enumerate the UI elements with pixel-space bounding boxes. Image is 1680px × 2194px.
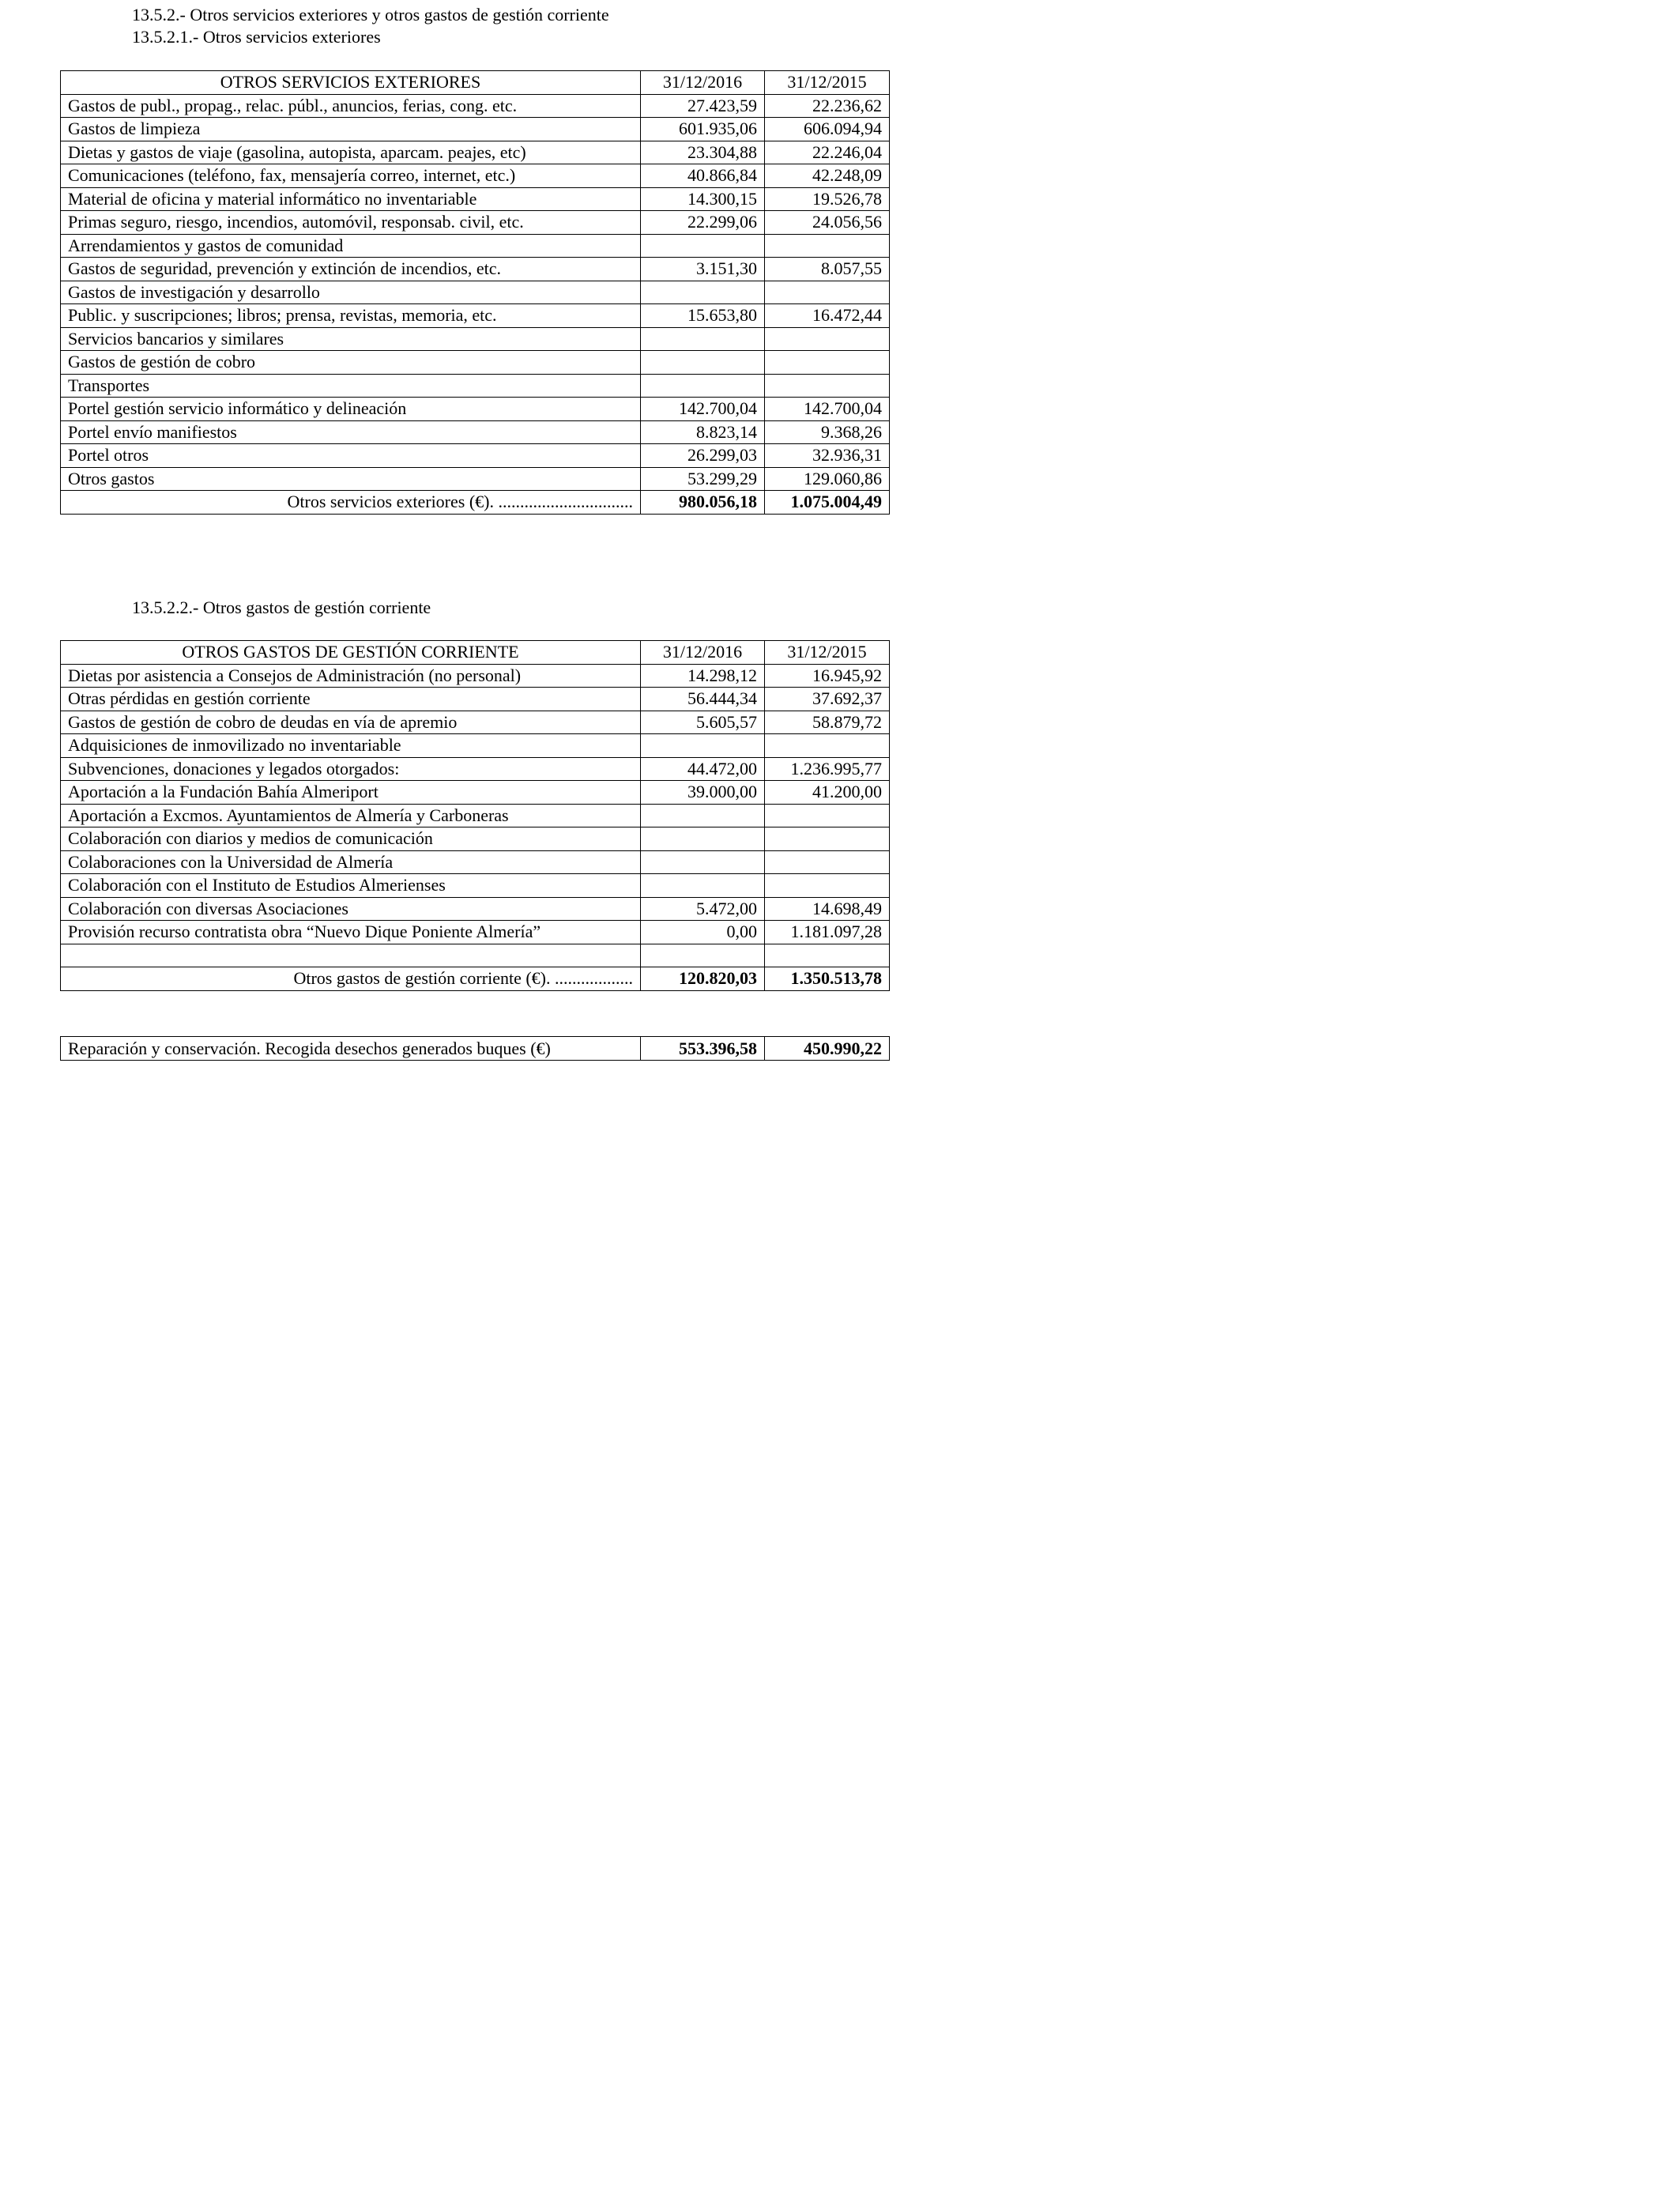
- value-2015: 14.698,49: [765, 897, 890, 921]
- row-label: Gastos de seguridad, prevención y extinción de incendios, etc.: [61, 258, 641, 281]
- row-label: Dietas por asistencia a Consejos de Administración (no personal): [61, 664, 641, 688]
- row-label: Gastos de publ., propag., relac. públ., anuncios, ferias, cong. etc.: [61, 94, 641, 118]
- table-row: [61, 304, 890, 328]
- value-2015: 8.057,55: [765, 258, 890, 281]
- row-label: Provisión recurso contratista obra “Nuevo Dique Poniente Almería”: [61, 921, 641, 944]
- row-label: Gastos de limpieza: [61, 118, 641, 141]
- table-row: [61, 850, 890, 874]
- row-label: Portel gestión servicio informático y delineación: [61, 398, 641, 421]
- table-row: [61, 711, 890, 734]
- total-2016: 120.820,03: [641, 967, 765, 991]
- row-label: Otros gastos: [61, 467, 641, 491]
- subsection-heading-1: 13.5.2.1.- Otros servicios exteriores: [132, 27, 381, 47]
- total-row: [61, 967, 890, 991]
- row-label: Primas seguro, riesgo, incendios, automóvil, responsab. civil, etc.: [61, 211, 641, 235]
- table-row: [61, 398, 890, 421]
- value-2015: [765, 234, 890, 258]
- value-2016: 15.653,80: [641, 304, 765, 328]
- value-2016: 8.823,14: [641, 420, 765, 444]
- total-label: Otros servicios exteriores (€). ...............................: [61, 491, 641, 515]
- row-label: Subvenciones, donaciones y legados otorgados:: [61, 757, 641, 781]
- row-label: Colaboración con el Instituto de Estudios Almerienses: [61, 874, 641, 898]
- section-heading: 13.5.2.- Otros servicios exteriores y otros gastos de gestión corriente: [132, 5, 609, 25]
- row-label: Public. y suscripciones; libros; prensa, revistas, memoria, etc.: [61, 304, 641, 328]
- value-2016: [641, 281, 765, 304]
- column-header-concept: OTROS GASTOS DE GESTIÓN CORRIENTE: [61, 641, 641, 665]
- value-2015: 22.236,62: [765, 94, 890, 118]
- table-row: [61, 804, 890, 827]
- row-label: [61, 944, 641, 967]
- table-row: [61, 944, 890, 967]
- value-2016: 40.866,84: [641, 164, 765, 188]
- value-2016: [641, 874, 765, 898]
- table-row: [61, 258, 890, 281]
- row-label: Transportes: [61, 374, 641, 398]
- table-row: [61, 874, 890, 898]
- total-2016: 980.056,18: [641, 491, 765, 515]
- table-row: [61, 164, 890, 188]
- value-2015: [765, 351, 890, 375]
- table-row: [61, 444, 890, 468]
- table-row: [61, 827, 890, 851]
- table-header-row: [61, 71, 890, 95]
- value-2015: 16.945,92: [765, 664, 890, 688]
- row-label: Colaboración con diarios y medios de comunicación: [61, 827, 641, 851]
- value-2016: 601.935,06: [641, 118, 765, 141]
- value-2015: [765, 874, 890, 898]
- value-2016: 53.299,29: [641, 467, 765, 491]
- reparacion-conservacion-row: [61, 1037, 890, 1061]
- column-header-2015: 31/12/2015: [765, 71, 890, 95]
- value-2016: [641, 234, 765, 258]
- value-2015: 1.236.995,77: [765, 757, 890, 781]
- value-2015: [765, 374, 890, 398]
- value-2016: 22.299,06: [641, 211, 765, 235]
- row-label: Gastos de investigación y desarrollo: [61, 281, 641, 304]
- value-2015: 606.094,94: [765, 118, 890, 141]
- value-2016: 44.472,00: [641, 757, 765, 781]
- table-row: [61, 921, 890, 944]
- otros-gastos-gestion-corriente-table: [60, 640, 890, 991]
- value-2016: [641, 374, 765, 398]
- table-row: [61, 211, 890, 235]
- value-2016: 5.605,57: [641, 711, 765, 734]
- column-header-2016: 31/12/2016: [641, 71, 765, 95]
- value-2016: 39.000,00: [641, 781, 765, 805]
- value-2015: [765, 281, 890, 304]
- table-row: [61, 351, 890, 375]
- value-2016: [641, 327, 765, 351]
- otros-servicios-exteriores-table: [60, 70, 890, 515]
- value-2016: [641, 827, 765, 851]
- table-row: [61, 467, 890, 491]
- row-label: Portel otros: [61, 444, 641, 468]
- row-label: Comunicaciones (teléfono, fax, mensajería correo, internet, etc.): [61, 164, 641, 188]
- row-label: Reparación y conservación. Recogida desechos generados buques (€): [61, 1037, 641, 1061]
- row-label: Adquisiciones de inmovilizado no inventariable: [61, 734, 641, 758]
- value-2016: 26.299,03: [641, 444, 765, 468]
- value-2015: [765, 327, 890, 351]
- table-row: [61, 664, 890, 688]
- value-2015: [765, 804, 890, 827]
- table-row: [61, 734, 890, 758]
- value-2016: [641, 804, 765, 827]
- table-row: [61, 897, 890, 921]
- value-2016: [641, 944, 765, 967]
- table-row: [61, 327, 890, 351]
- row-label: Colaboraciones con la Universidad de Almería: [61, 850, 641, 874]
- value-2016: 23.304,88: [641, 141, 765, 164]
- table-header-row: [61, 641, 890, 665]
- value-2015: [765, 944, 890, 967]
- table-row: [61, 420, 890, 444]
- total-label: Otros gastos de gestión corriente (€). ..................: [61, 967, 641, 991]
- row-label: Arrendamientos y gastos de comunidad: [61, 234, 641, 258]
- value-2016: [641, 734, 765, 758]
- row-label: Gastos de gestión de cobro: [61, 351, 641, 375]
- value-2016: 5.472,00: [641, 897, 765, 921]
- value-2016: 142.700,04: [641, 398, 765, 421]
- row-label: Gastos de gestión de cobro de deudas en vía de apremio: [61, 711, 641, 734]
- value-2015: 37.692,37: [765, 688, 890, 711]
- value-2015: 129.060,86: [765, 467, 890, 491]
- value-2015: 24.056,56: [765, 211, 890, 235]
- table-row: [61, 118, 890, 141]
- row-label: Colaboración con diversas Asociaciones: [61, 897, 641, 921]
- value-2015: 19.526,78: [765, 187, 890, 211]
- subsection-heading-2: 13.5.2.2.- Otros gastos de gestión corriente: [132, 598, 431, 617]
- table-row: [61, 187, 890, 211]
- row-label: Material de oficina y material informático no inventariable: [61, 187, 641, 211]
- value-2015: 41.200,00: [765, 781, 890, 805]
- table-row: [61, 141, 890, 164]
- value-2015: 32.936,31: [765, 444, 890, 468]
- value-2016: 0,00: [641, 921, 765, 944]
- table-row: [61, 374, 890, 398]
- value-2016: 14.300,15: [641, 187, 765, 211]
- column-header-2016: 31/12/2016: [641, 641, 765, 665]
- total-row: [61, 491, 890, 515]
- total-2015: 1.350.513,78: [765, 967, 890, 991]
- value-2015: 22.246,04: [765, 141, 890, 164]
- reparacion-conservacion-table: [60, 1036, 890, 1061]
- value-2016: 3.151,30: [641, 258, 765, 281]
- table-row: [61, 94, 890, 118]
- value-2015: 16.472,44: [765, 304, 890, 328]
- table-row: [61, 781, 890, 805]
- value-2015: 42.248,09: [765, 164, 890, 188]
- value-2016: 27.423,59: [641, 94, 765, 118]
- value-2016: 553.396,58: [641, 1037, 765, 1061]
- value-2016: [641, 850, 765, 874]
- value-2015: [765, 827, 890, 851]
- row-label: Servicios bancarios y similares: [61, 327, 641, 351]
- table-row: [61, 757, 890, 781]
- value-2015: 9.368,26: [765, 420, 890, 444]
- row-label: Aportación a la Fundación Bahía Almeriport: [61, 781, 641, 805]
- value-2016: 56.444,34: [641, 688, 765, 711]
- row-label: Otras pérdidas en gestión corriente: [61, 688, 641, 711]
- value-2015: [765, 734, 890, 758]
- total-2015: 1.075.004,49: [765, 491, 890, 515]
- value-2015: 58.879,72: [765, 711, 890, 734]
- value-2016: [641, 351, 765, 375]
- table-row: [61, 234, 890, 258]
- table-row: [61, 688, 890, 711]
- value-2015: [765, 850, 890, 874]
- column-header-concept: OTROS SERVICIOS EXTERIORES: [61, 71, 641, 95]
- value-2015: 1.181.097,28: [765, 921, 890, 944]
- table-row: [61, 281, 890, 304]
- column-header-2015: 31/12/2015: [765, 641, 890, 665]
- value-2016: 14.298,12: [641, 664, 765, 688]
- row-label: Aportación a Excmos. Ayuntamientos de Almería y Carboneras: [61, 804, 641, 827]
- row-label: Dietas y gastos de viaje (gasolina, autopista, aparcam. peajes, etc): [61, 141, 641, 164]
- value-2015: 450.990,22: [765, 1037, 890, 1061]
- value-2015: 142.700,04: [765, 398, 890, 421]
- row-label: Portel envío manifiestos: [61, 420, 641, 444]
